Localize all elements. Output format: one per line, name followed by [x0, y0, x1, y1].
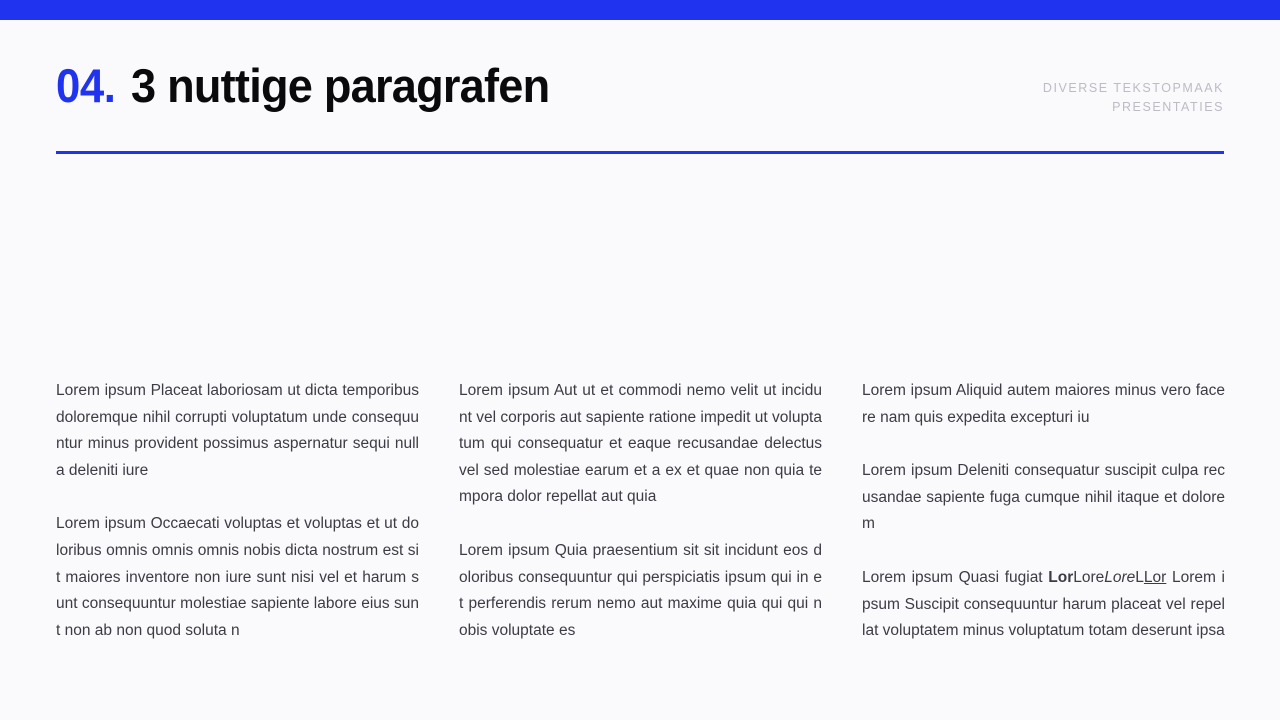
- paragraph: Lorem ipsum Aut ut et commodi nemo velit ut incidunt vel corporis aut sapiente ratione impedit ut voluptatum qui consequatur et eaque recusandae delectus vel sed molestiae earum et a ex et quae non quia tempora dolor repellat aut quia: [459, 382, 822, 506]
- rich-text-italic: Lore: [1104, 568, 1136, 586]
- text-column-3: [862, 378, 1225, 645]
- header-meta-line-1: DIVERSE TEKSTOPMAAK: [1042, 81, 1224, 95]
- rich-text-lead: Lorem ipsum Quasi fugiat: [862, 568, 1049, 586]
- header-divider: [56, 151, 1224, 154]
- rich-text-plain-1: Lore: [1073, 568, 1105, 586]
- paragraph: Lorem ipsum Quia praesentium sit sit incidunt eos doloribus consequuntur qui perspiciatis ipsum qui in et perferendis rerum nemo aut maxime quia qui qui nobis voluptate es: [459, 541, 822, 639]
- rich-text-bold: Lor: [1048, 568, 1074, 586]
- paragraph: Lorem ipsum Aliquid autem maiores minus vero facere nam quis expedita excepturi iu: [862, 382, 1225, 426]
- text-column-1: [56, 378, 419, 644]
- section-title: 3 nuttige paragrafen: [130, 59, 550, 112]
- paragraph: Lorem ipsum Deleniti consequatur suscipit culpa recusandae sapiente fuga cumque nihil itaque et dolorem: [862, 462, 1225, 533]
- text-column-2: [459, 378, 822, 644]
- body-columns: [56, 378, 1224, 645]
- paragraph: Lorem ipsum Occaecati voluptas et voluptas et ut doloribus omnis omnis omnis nobis dicta nostrum est sit maiores inventore non iure sunt nisi vel et harum sunt consequuntur molestiae sapiente labore eius sunt non ab non quod soluta n: [56, 515, 419, 639]
- section-number: 04.: [56, 59, 116, 112]
- header-meta-line-2: PRESENTATIES: [1112, 100, 1224, 114]
- header-meta: [804, 79, 1224, 117]
- page-title: [56, 59, 567, 112]
- rich-text-underline: Lor: [1143, 568, 1167, 586]
- rich-text-tail: Lorem ipsum Suscipit consequuntur harum placeat vel repellat voluptatem minus voluptatum totam deserunt ipsa: [862, 568, 1225, 640]
- paragraph: Lorem ipsum Placeat laboriosam ut dicta temporibus doloremque nihil corrupti voluptatum unde consequuntur minus provident possimus aspernatur sequi nulla deleniti iure: [56, 382, 419, 479]
- rich-text-plain-2: L: [1135, 568, 1144, 586]
- top-accent-bar: [0, 0, 1280, 20]
- slide-header: [56, 59, 1224, 130]
- paragraph-rich-formatting: [862, 565, 1225, 645]
